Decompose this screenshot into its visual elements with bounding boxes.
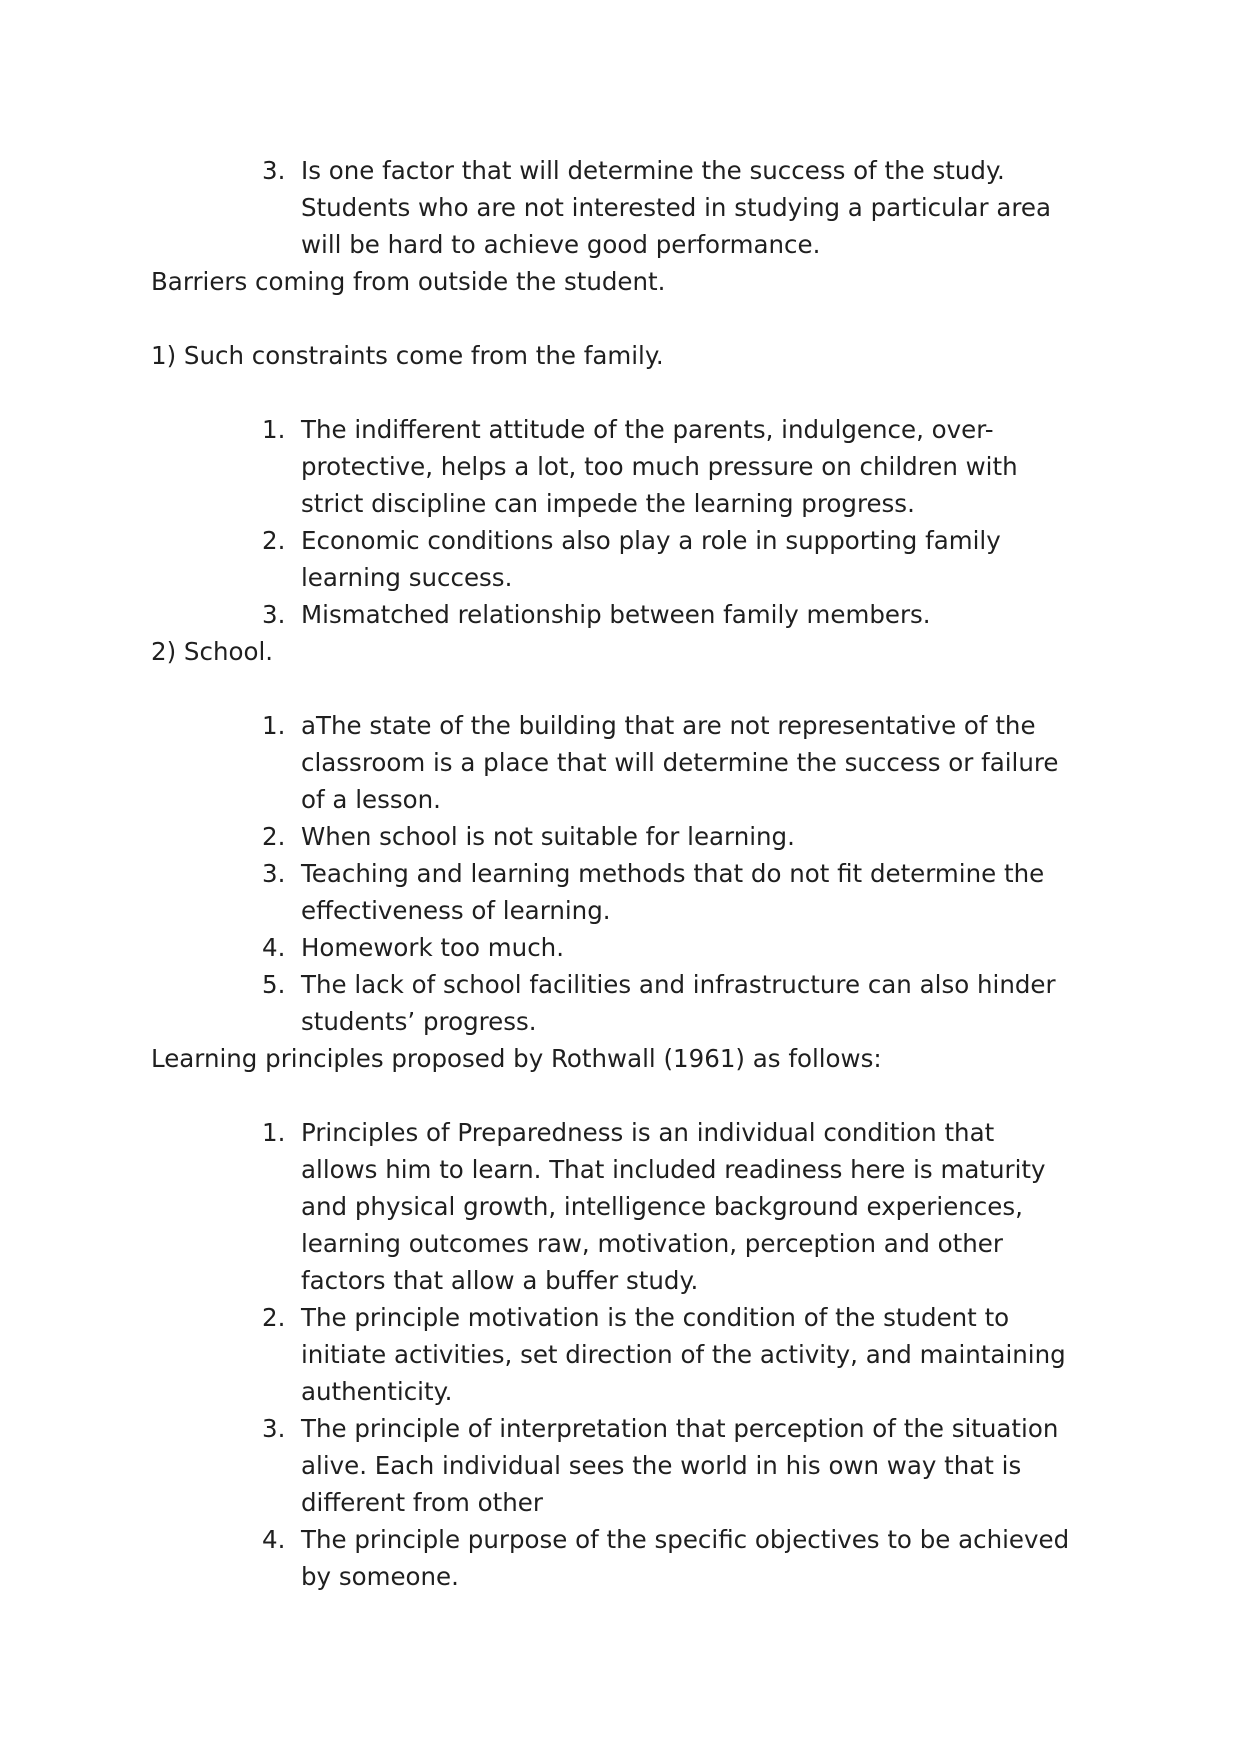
list-item xyxy=(151,1521,1101,1595)
list-item-text-line: learning success. xyxy=(301,563,513,592)
list-item-number: 4. xyxy=(262,1525,286,1554)
list-item xyxy=(151,707,1101,818)
list-item-text-line: Principles of Preparedness is an individual condition that xyxy=(301,1118,995,1147)
list-item-text-line: initiate activities, set direction of the activity, and maintaining xyxy=(301,1340,1066,1369)
list-item xyxy=(151,818,1101,855)
list-item-text-line: classroom is a place that will determine the success or failure xyxy=(301,748,1059,777)
list-item-text-line: of a lesson. xyxy=(301,785,441,814)
list-item-number: 3. xyxy=(262,1414,286,1443)
list-item-text-line: authenticity. xyxy=(301,1377,453,1406)
list-item-text-line: aThe state of the building that are not representative of the xyxy=(301,711,1036,740)
list-item-text-line: will be hard to achieve good performance. xyxy=(301,230,821,259)
list-item xyxy=(151,411,1101,522)
list-item-text-line: allows him to learn. That included readiness here is maturity xyxy=(301,1155,1046,1184)
list-item-text-line: learning outcomes raw, motivation, perception and other xyxy=(301,1229,1003,1258)
list-item-text-line: students’ progress. xyxy=(301,1007,537,1036)
blank-line xyxy=(151,1077,1101,1114)
list-item-text-line: The indifferent attitude of the parents, indulgence, over- xyxy=(301,415,994,444)
document-body xyxy=(151,152,1101,1595)
blank-line xyxy=(151,670,1101,707)
list-item xyxy=(151,1299,1101,1410)
list-item-number: 3. xyxy=(262,859,286,888)
motivation-list xyxy=(151,152,1101,263)
list-item-text-line: Homework too much. xyxy=(301,933,564,962)
list-item-text-line: Mismatched relationship between family members. xyxy=(301,600,931,629)
list-item xyxy=(151,855,1101,929)
list-item-text-line: The lack of school facilities and infrastructure can also hinder xyxy=(301,970,1056,999)
list-item xyxy=(151,596,1101,633)
school-heading: 2) School. xyxy=(151,637,274,666)
list-item-number: 2. xyxy=(262,526,286,555)
list-item xyxy=(151,1114,1101,1299)
list-item-number: 5. xyxy=(262,970,286,999)
list-item xyxy=(151,1410,1101,1521)
list-item-text-line: When school is not suitable for learning. xyxy=(301,822,795,851)
barriers-heading: Barriers coming from outside the student. xyxy=(151,267,666,296)
list-item-text-line: by someone. xyxy=(301,1562,459,1591)
principles-heading: Learning principles proposed by Rothwall (1961) as follows: xyxy=(151,1044,882,1073)
list-item-text-line: The principle motivation is the condition of the student to xyxy=(301,1303,1010,1332)
list-item-number: 1. xyxy=(262,711,286,740)
list-item-number: 3. xyxy=(262,600,286,629)
principles-list xyxy=(151,1114,1101,1595)
list-item-number: 2. xyxy=(262,822,286,851)
list-item-number: 3. xyxy=(262,156,286,185)
family-list xyxy=(151,411,1101,633)
list-item-text-line: Teaching and learning methods that do not fit determine the xyxy=(301,859,1045,888)
list-item-text-line: The principle of interpretation that perception of the situation xyxy=(301,1414,1059,1443)
list-item xyxy=(151,929,1101,966)
list-item xyxy=(151,522,1101,596)
list-item-text-line: Economic conditions also play a role in supporting family xyxy=(301,526,1001,555)
school-list xyxy=(151,707,1101,1040)
list-item xyxy=(151,966,1101,1040)
list-item-text-line: protective, helps a lot, too much pressure on children with xyxy=(301,452,1018,481)
list-item-text-line: Is one factor that will determine the success of the study. xyxy=(301,156,1005,185)
list-item-text-line: alive. Each individual sees the world in his own way that is xyxy=(301,1451,1022,1480)
list-item-number: 4. xyxy=(262,933,286,962)
list-item-text-line: strict discipline can impede the learning progress. xyxy=(301,489,915,518)
blank-line xyxy=(151,374,1101,411)
list-item-text-line: Students who are not interested in studying a particular area xyxy=(301,193,1051,222)
list-item xyxy=(151,152,1101,263)
list-item-number: 1. xyxy=(262,415,286,444)
list-item-number: 1. xyxy=(262,1118,286,1147)
list-item-number: 2. xyxy=(262,1303,286,1332)
blank-line xyxy=(151,300,1101,337)
list-item-text-line: and physical growth, intelligence background experiences, xyxy=(301,1192,1023,1221)
family-heading: 1) Such constraints come from the family. xyxy=(151,341,664,370)
list-item-text-line: factors that allow a buffer study. xyxy=(301,1266,699,1295)
list-item-text-line: different from other xyxy=(301,1488,543,1517)
list-item-text-line: effectiveness of learning. xyxy=(301,896,611,925)
list-item-text-line: The principle purpose of the specific objectives to be achieved xyxy=(301,1525,1070,1554)
